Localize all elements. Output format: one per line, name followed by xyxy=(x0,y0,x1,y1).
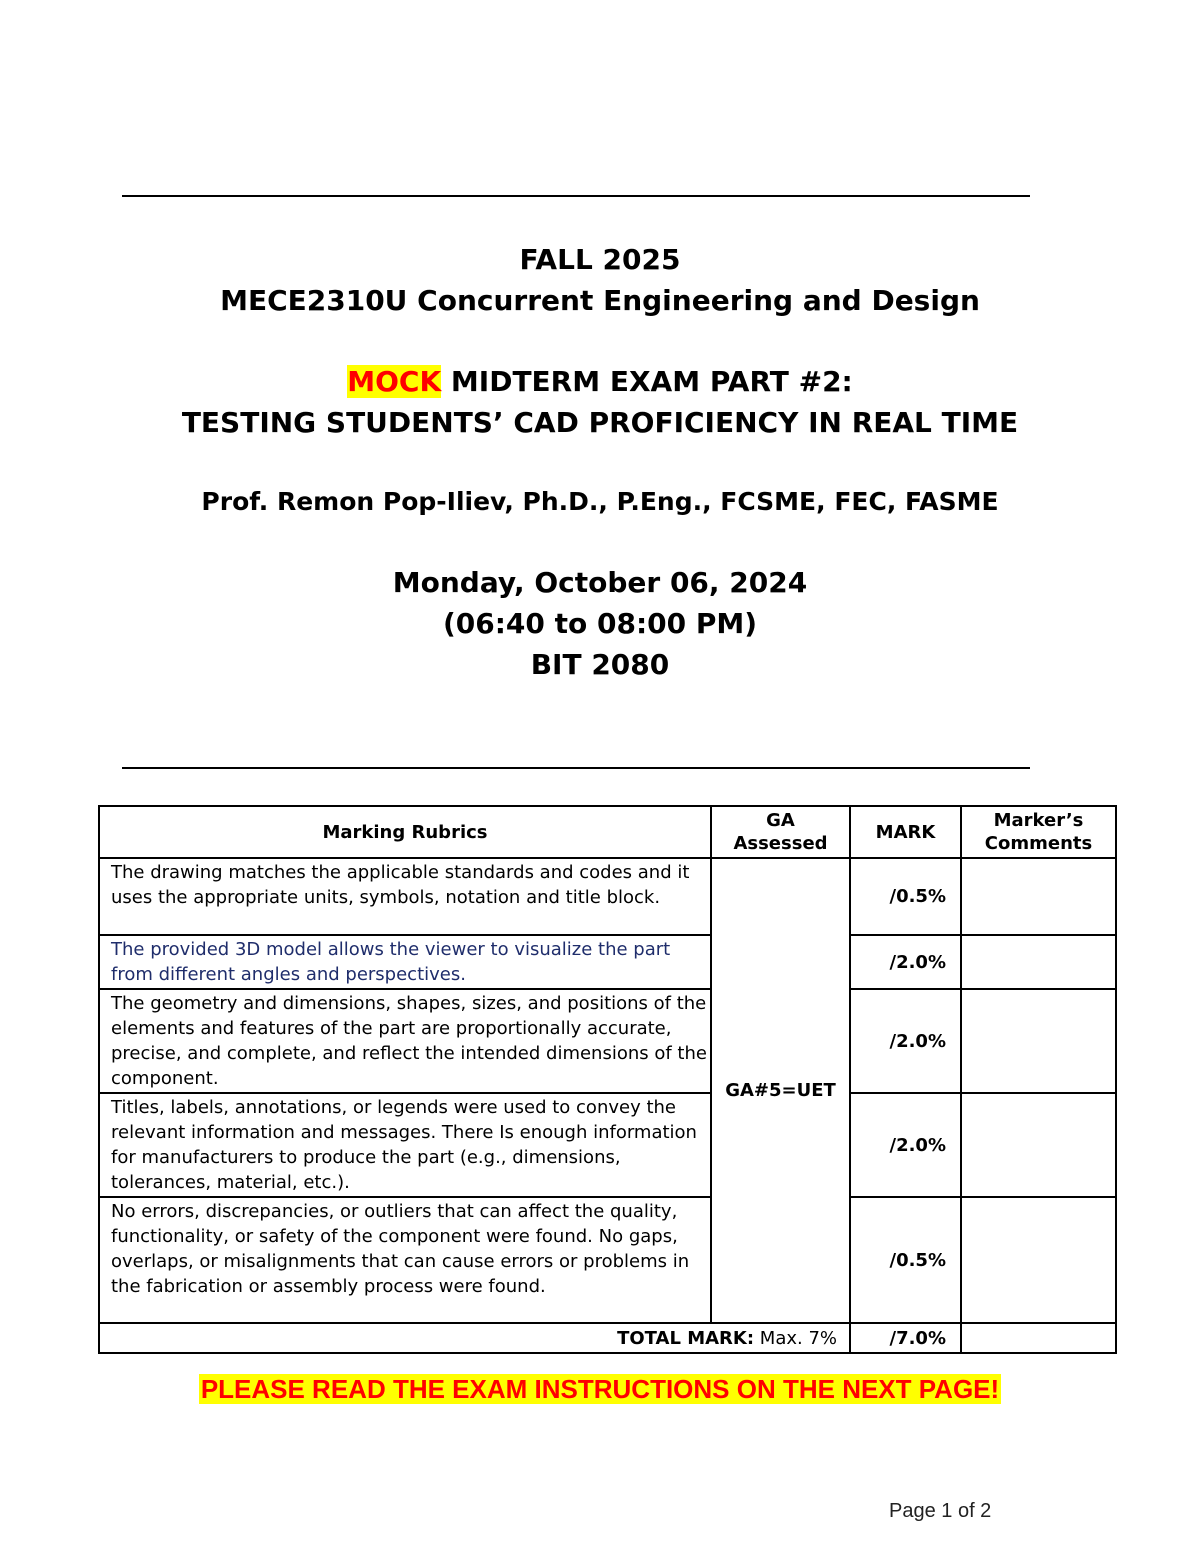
table-row xyxy=(99,935,1116,989)
mark-cell: /0.5% xyxy=(850,1197,961,1323)
instructions-notice xyxy=(0,1374,1200,1405)
table-row xyxy=(99,858,1116,935)
total-row xyxy=(99,1323,1116,1353)
comment-cell[interactable] xyxy=(961,1093,1116,1197)
header-mark: MARK xyxy=(850,806,961,858)
criterion-cell: The provided 3D model allows the viewer to visualize the part from different angles and perspectives. xyxy=(99,935,711,989)
criterion-cell: The geometry and dimensions, shapes, sizes, and positions of the elements and features of the part are proportionally accurate, precise, and complete, and reflect the intended dimensions of the component. xyxy=(99,989,711,1093)
exam-time: (06:40 to 08:00 PM) xyxy=(442,607,758,640)
exam-room: BIT 2080 xyxy=(530,648,670,681)
criterion-cell: Titles, labels, annotations, or legends were used to convey the relevant information and messages. There Is enough information for manufacturers to produce the part (e.g., dimensions, tolerances, material, etc.). xyxy=(99,1093,711,1197)
comment-cell[interactable] xyxy=(961,1197,1116,1323)
total-label: TOTAL MARK: Max. 7% xyxy=(99,1323,850,1353)
comment-cell[interactable] xyxy=(961,989,1116,1093)
exam-subtitle: TESTING STUDENTS’ CAD PROFICIENCY IN REAL TIME xyxy=(181,406,1019,439)
table-header-row xyxy=(99,806,1116,858)
total-comment-cell[interactable] xyxy=(961,1323,1116,1353)
mock-highlight: MOCK xyxy=(347,365,442,398)
criterion-cell: No errors, discrepancies, or outliers that can affect the quality, functionality, or safety of the component were found. No gaps, overlaps, or misalignments that can cause errors or problems in the fabrication or assembly process were found. xyxy=(99,1197,711,1323)
exam-title xyxy=(0,362,1200,402)
bottom-divider xyxy=(122,767,1030,769)
mark-cell: /2.0% xyxy=(850,989,961,1093)
ga-assessed-cell: GA#5=UET xyxy=(711,858,850,1323)
table-row xyxy=(99,1197,1116,1323)
professor-name: Prof. Remon Pop-Iliev, Ph.D., P.Eng., FCSME, FEC, FASME xyxy=(201,487,999,516)
mark-cell: /2.0% xyxy=(850,1093,961,1197)
exam-date: Monday, October 06, 2024 xyxy=(392,566,808,599)
exam-title-rest: MIDTERM EXAM PART #2: xyxy=(441,365,853,398)
term-heading: FALL 2025 xyxy=(519,243,681,276)
table-row xyxy=(99,1093,1116,1197)
header-ga-assessed: GA Assessed xyxy=(711,806,850,858)
page-number: Page 1 of 2 xyxy=(889,1500,992,1522)
mark-cell: /0.5% xyxy=(850,858,961,935)
mark-cell: /2.0% xyxy=(850,935,961,989)
header-marking-rubrics: Marking Rubrics xyxy=(99,806,711,858)
notice-text: PLEASE READ THE EXAM INSTRUCTIONS ON THE NEXT PAGE! xyxy=(200,1374,1000,1404)
top-divider xyxy=(122,195,1030,197)
header-markers-comments: Marker’s Comments xyxy=(961,806,1116,858)
comment-cell[interactable] xyxy=(961,935,1116,989)
course-title: MECE2310U Concurrent Engineering and Design xyxy=(220,284,980,317)
criterion-cell: The drawing matches the applicable standards and codes and it uses the appropriate units, symbols, notation and title block. xyxy=(99,858,711,935)
total-mark-cell: /7.0% xyxy=(850,1323,961,1353)
table-row xyxy=(99,989,1116,1093)
comment-cell[interactable] xyxy=(961,858,1116,935)
marking-rubric-table xyxy=(98,805,1117,1354)
